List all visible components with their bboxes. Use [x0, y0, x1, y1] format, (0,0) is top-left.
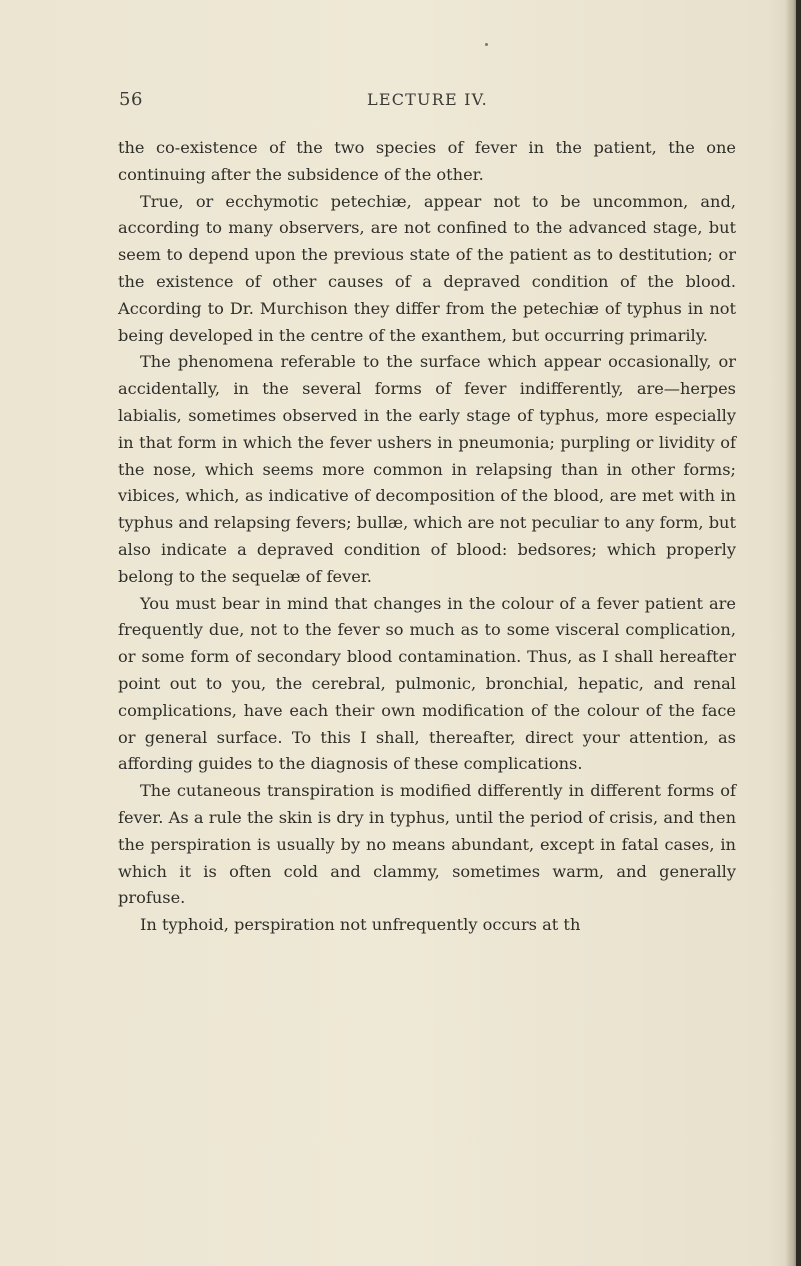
paragraph-typhoid: In typhoid, perspiration not unfrequently occurs at th	[140, 915, 581, 935]
paragraph-colour-changes: You must bear in mind that changes in the colour of a fever patient are frequently due, not to the fever so much as to some visceral complication, or some form of secondary blood contamination. Thus, as I shall hereafter point out to you, the cerebral, pulmonic, bronchial, hepatic, and renal complications, have each their own modification of the colour of the face or general surface. To this I shall, thereafter, direct your attention, as affording guides to the diagnosis of these complications.	[118, 593, 736, 774]
body-text	[118, 135, 736, 939]
running-head: LECTURE IV.	[367, 90, 488, 109]
paragraph-surface-phenomena: The phenomena referable to the surface which appear occasionally, or accidentally, in the several forms of fever indifferently, are—herpes labialis, sometimes observed in the early stage of typhus, more especially in that form in which the fever ushers in pneumonia; purpling or lividity of the nose, which seems more common in relapsing than in other forms; vibices, which, as indicative of decomposition of the blood, are met with in typhus and relapsing fevers; bullæ, which are not peculiar to any form, but also indicate a depraved condition of blood: bedsores; which properly belong to the sequelæ of fever.	[118, 352, 736, 586]
paragraph-transpiration: The cutaneous transpiration is modified differently in different forms of fever. As a rule the skin is dry in typhus, until the period of crisis, and then the perspiration is usually by no means abundant, except in fatal cases, in which it is often cold and clammy, sometimes warm, and generally profuse.	[118, 781, 736, 908]
page-number: 56	[119, 89, 143, 110]
paragraph-petechiae: True, or ecchymotic petechiæ, appear not to be uncommon, and, according to many observers, are not confined to the advanced stage, but seem to depend upon the previous state of the patient as to destitution; or the existence of other causes of a depraved condition of the blood. According to Dr. Murchison they differ from the petechiæ of typhus in not being developed in the centre of the exanthem, but occurring primarily.	[118, 191, 736, 345]
page-header	[0, 89, 801, 119]
ink-speck	[485, 43, 488, 46]
paragraph-continuation: the co-existence of the two species of fever in the patient, the one continuing after the subsidence of the other.	[118, 138, 736, 184]
page-binding-edge	[796, 0, 801, 1266]
